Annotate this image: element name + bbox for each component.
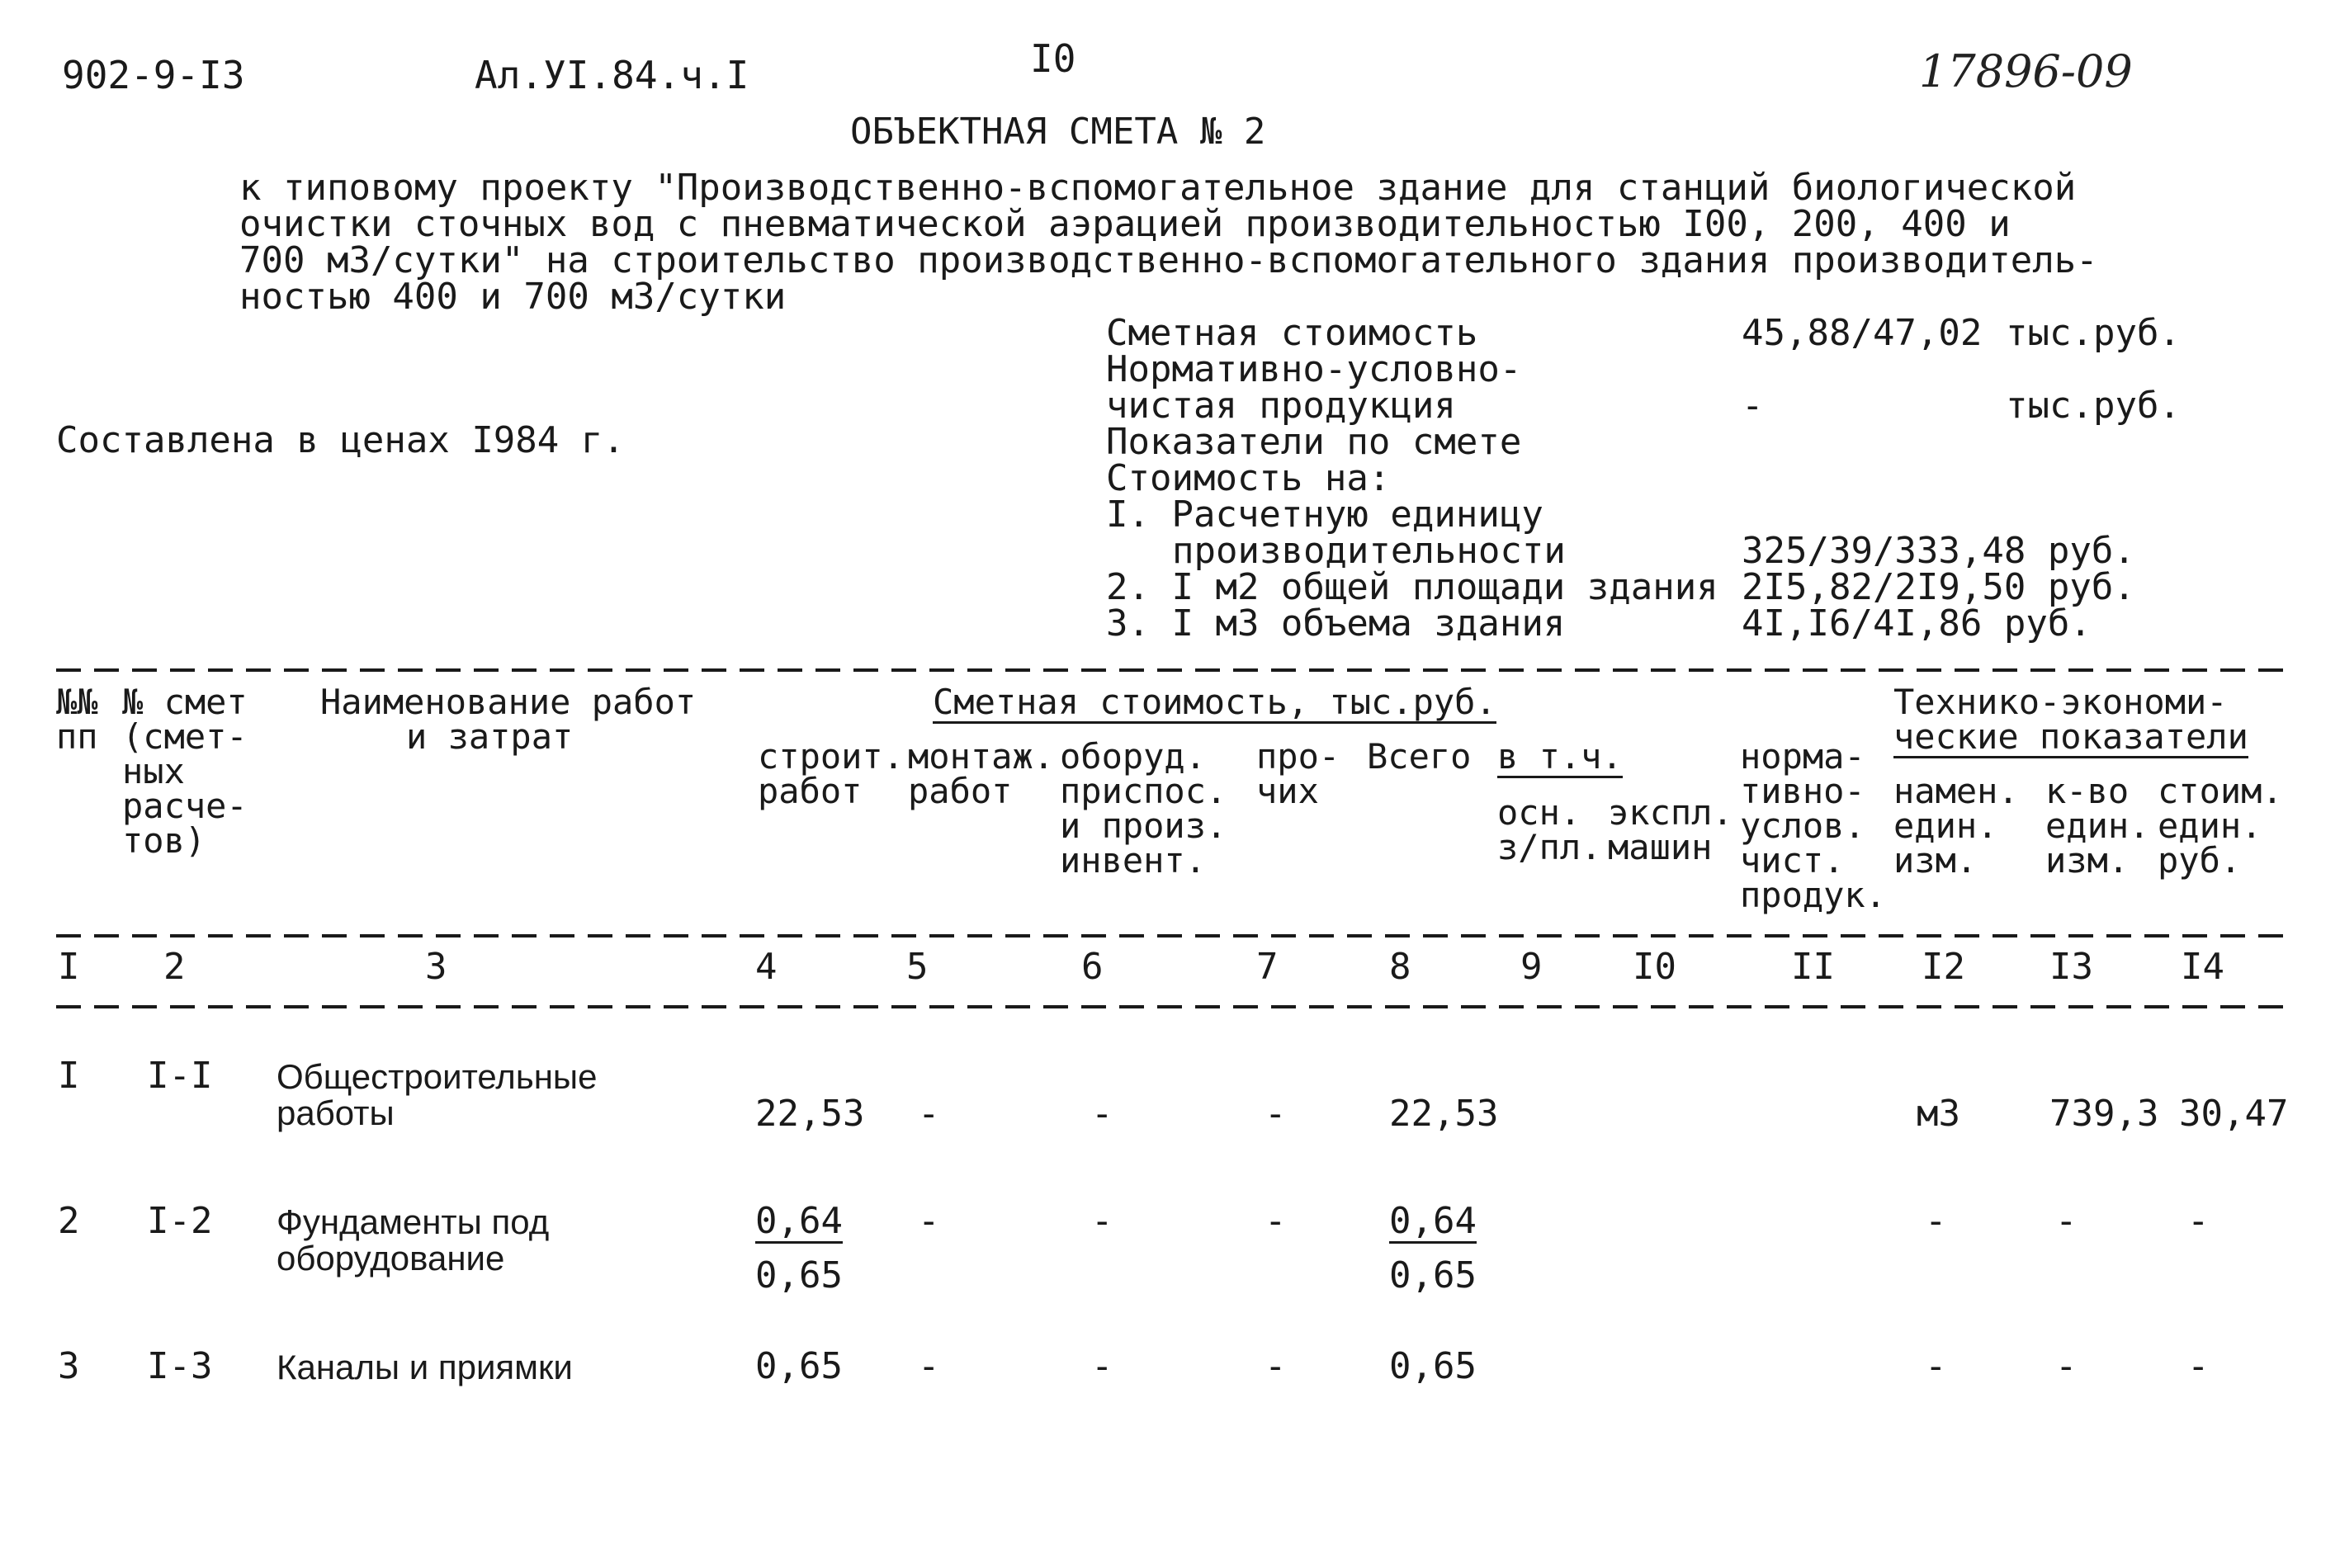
- col8-header: Всего: [1367, 736, 1472, 777]
- column-number: 9: [1520, 946, 1543, 988]
- column-number: I3: [2049, 946, 2093, 988]
- unit-cost: -: [2187, 1345, 2210, 1387]
- description-line-2: очистки сточных вод с пневматической аэрацией производительностью I00, 200, 400 и: [239, 203, 2011, 245]
- cost-unit: тыс.руб.: [2006, 312, 2181, 354]
- column-number: I0: [1633, 946, 1676, 988]
- page-number: I0: [1030, 36, 1076, 81]
- item3-label: 3. I м3 объема здания: [1106, 602, 1566, 645]
- item1-label-2: производительности: [1172, 530, 1566, 572]
- col6-header-3: и произ.: [1060, 805, 1227, 846]
- col13-header-2: един.: [2045, 805, 2150, 846]
- estimate-number: I-I: [147, 1055, 213, 1097]
- col4-header-2: работ: [758, 771, 863, 811]
- col6-header-4: инвент.: [1060, 840, 1207, 881]
- col1-header-1: №№: [56, 682, 98, 722]
- item3-value: 4I,I6/4I,86 руб.: [1742, 602, 2092, 645]
- quantity: -: [2055, 1345, 2078, 1387]
- col6-header-1: оборуд.: [1060, 736, 1207, 777]
- unit: -: [1925, 1345, 1947, 1387]
- equipment-cost: -: [1091, 1200, 1113, 1242]
- column-number: II: [1791, 946, 1835, 988]
- header-bottom-rule: [56, 934, 2285, 937]
- document-title: ОБЪЕКТНАЯ СМЕТА № 2: [850, 111, 1266, 153]
- column-numbers-rule: [56, 1005, 2285, 1008]
- col7-header-2: чих: [1256, 771, 1319, 811]
- norm-label-1: Нормативно-условно-: [1106, 348, 1522, 390]
- norm-unit: тыс.руб.: [2006, 385, 2181, 427]
- table-top-rule: [56, 668, 2285, 672]
- col2-header-3: ных: [122, 751, 185, 791]
- montage-cost: -: [918, 1345, 940, 1387]
- item2-value: 2I5,82/2I9,50 руб.: [1742, 566, 2135, 608]
- indicators-label: Показатели по смете: [1106, 421, 1522, 463]
- unit-cost: -: [2187, 1200, 2210, 1242]
- total-cost: 22,53: [1389, 1093, 1499, 1135]
- other-cost: -: [1265, 1093, 1287, 1135]
- total-cost: 0,64: [1389, 1200, 1477, 1242]
- column-number: I: [58, 946, 80, 988]
- column-number: 8: [1389, 946, 1411, 988]
- handwritten-number: 17896-09: [1919, 45, 2133, 97]
- col12-header-2: един.: [1893, 805, 1998, 846]
- col10-header-2: машин: [1608, 827, 1713, 867]
- col9-header-2: з/пл.: [1497, 827, 1602, 867]
- description-line-4: ностью 400 и 700 м3/сутки: [239, 276, 787, 318]
- item2-label: 2. I м2 общей площади здания: [1106, 566, 1718, 608]
- montage-cost: -: [918, 1200, 940, 1242]
- col6-header-2: приспос.: [1060, 771, 1227, 811]
- build-cost: 22,53: [755, 1093, 865, 1135]
- norm-value: -: [1742, 385, 1764, 427]
- estimate-number: I-3: [147, 1345, 213, 1387]
- description-line-3: 700 м3/сутки" на строительство производственно-вспомогательного здания производитель-: [239, 239, 2098, 281]
- work-name-2: оборудование: [277, 1239, 505, 1278]
- column-number: 3: [425, 946, 447, 988]
- col3-header-1: Наименование работ: [320, 682, 697, 722]
- norm-label-2: чистая продукция: [1106, 385, 1456, 427]
- compiled-note: Составлена в ценах I984 г.: [56, 419, 625, 461]
- build-cost-alt: 0,65: [755, 1254, 843, 1296]
- col13-header-1: к-во: [2045, 771, 2130, 811]
- column-number: I4: [2181, 946, 2224, 988]
- other-cost: -: [1265, 1200, 1287, 1242]
- cost-group-header: Сметная стоимость, тыс.руб.: [933, 682, 1496, 722]
- description-line-1: к типовому проекту "Производственно-вспомогательное здание для станций биологической: [239, 167, 2077, 209]
- cost-value: 45,88/47,02: [1742, 312, 1983, 354]
- col12-header-3: изм.: [1893, 840, 1978, 881]
- col10-header-1: экспл.: [1608, 792, 1733, 833]
- col5-header-2: работ: [908, 771, 1013, 811]
- incl-header: в т.ч.: [1497, 736, 1623, 777]
- col1-header-2: пп: [56, 716, 98, 757]
- item1-value: 325/39/333,48 руб.: [1742, 530, 2135, 572]
- cost-for-label: Стоимость на:: [1106, 457, 1391, 499]
- row-number: 2: [58, 1200, 80, 1242]
- tech-group-header-1: Технико-экономи-: [1893, 682, 2228, 722]
- build-cost: 0,64: [755, 1200, 843, 1242]
- col5-header-1: монтаж.: [908, 736, 1055, 777]
- row-number: 3: [58, 1345, 80, 1387]
- col9-header-1: осн.: [1497, 792, 1581, 833]
- column-number: 7: [1256, 946, 1279, 988]
- col3-header-2: и затрат: [406, 716, 574, 757]
- unit: м3: [1917, 1093, 1960, 1135]
- album-code: Ал.УI.84.ч.I: [475, 53, 749, 97]
- work-name-1: Каналы и приямки: [277, 1348, 573, 1386]
- quantity: 739,3: [2049, 1093, 2159, 1135]
- col14-header-1: стоим.: [2158, 771, 2283, 811]
- cost-label: Сметная стоимость: [1106, 312, 1478, 354]
- col11-header-1: норма-: [1740, 736, 1865, 777]
- col13-header-3: изм.: [2045, 840, 2130, 881]
- build-cost: 0,65: [755, 1345, 843, 1387]
- col7-header-1: про-: [1256, 736, 1340, 777]
- col4-header-1: строит.: [758, 736, 905, 777]
- col11-header-2: тивно-: [1740, 771, 1865, 811]
- column-number: I2: [1922, 946, 1965, 988]
- col14-header-3: руб.: [2158, 840, 2242, 881]
- unit: -: [1925, 1200, 1947, 1242]
- col2-header-1: № смет: [122, 682, 248, 722]
- col11-header-3: услов.: [1740, 805, 1865, 846]
- total-cost-alt: 0,65: [1389, 1254, 1477, 1296]
- other-cost: -: [1265, 1345, 1287, 1387]
- quantity: -: [2055, 1200, 2078, 1242]
- column-number: 2: [163, 946, 186, 988]
- item1-label-1: I. Расчетную единицу: [1106, 494, 1543, 536]
- col11-header-4: чист.: [1740, 840, 1845, 881]
- col2-header-2: (смет-: [122, 716, 248, 757]
- work-name-1: Фундаменты под: [277, 1202, 550, 1241]
- total-cost: 0,65: [1389, 1345, 1477, 1387]
- column-number: 5: [906, 946, 929, 988]
- col2-header-4: расче-: [122, 786, 248, 826]
- montage-cost: -: [918, 1093, 940, 1135]
- col14-header-2: един.: [2158, 805, 2262, 846]
- equipment-cost: -: [1091, 1345, 1113, 1387]
- work-name-2: работы: [277, 1093, 395, 1132]
- column-number: 4: [755, 946, 778, 988]
- col11-header-5: продук.: [1740, 875, 1887, 915]
- unit-cost: 30,47: [2179, 1093, 2289, 1135]
- row-number: I: [58, 1055, 80, 1097]
- tech-group-header-2: ческие показатели: [1893, 716, 2248, 757]
- col2-header-5: тов): [122, 820, 206, 861]
- estimate-number: I-2: [147, 1200, 213, 1242]
- equipment-cost: -: [1091, 1093, 1113, 1135]
- col12-header-1: намен.: [1893, 771, 2019, 811]
- column-number: 6: [1081, 946, 1104, 988]
- doc-code: 902-9-I3: [62, 53, 245, 97]
- work-name-1: Общестроительные: [277, 1057, 598, 1096]
